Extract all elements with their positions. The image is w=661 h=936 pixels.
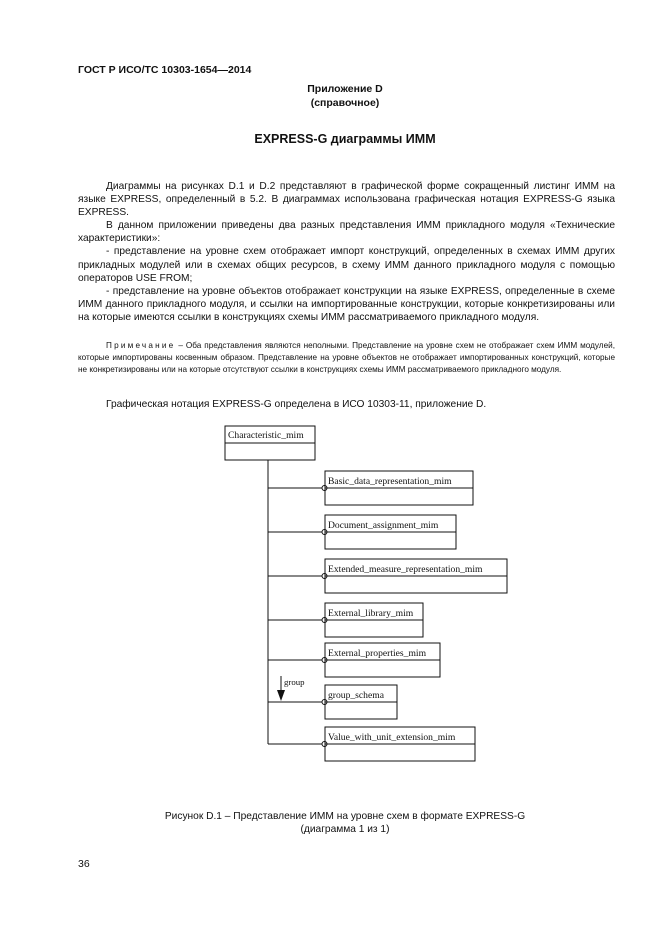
note-label: Примечание [106, 341, 176, 350]
paragraph: Диаграммы на рисунках D.1 и D.2 представляют в графической форме сокращенный листинг ИММ на языке EXPRESS, определенный в 5.2. В диаграммах использована графическая нотация EXPRESS-G языка EXPRESS. [78, 181, 615, 219]
notation-sentence: Графическая нотация EXPRESS-G определена в ИСО 10303-11, приложение D. [106, 399, 487, 410]
group-annotation: group [284, 677, 305, 687]
schema-name: External_properties_mim [328, 648, 427, 659]
page-number: 36 [78, 858, 90, 870]
schema-name: External_library_mim [328, 608, 414, 619]
schema-name: Document_assignment_mim [328, 520, 439, 531]
paragraph: - представление на уровне объектов отображает конструкции на языке EXPRESS, определенные в схеме ИММ данного прикладного модуля, и ссылки на импортированные конструкции, которые конкретизированы или на которые имеются ссылки в конструкциях схемы ИММ рассматриваемого прикладного модуля. [78, 285, 615, 323]
paragraph: - представление на уровне схем отображает импорт конструкций, определенных в схемах ИММ других прикладных модулей или в схемах общих ресурсов, в схему ИММ данного прикладного модуля с помощью операторов USE FROM; [78, 246, 615, 284]
schema-name-root: Characteristic_mim [228, 430, 304, 441]
schema-name: Extended_measure_representation_mim [328, 564, 483, 575]
schema-name: group_schema [328, 690, 384, 701]
caption-line: (диаграмма 1 из 1) [300, 824, 390, 835]
schema-name: Basic_data_representation_mim [328, 476, 452, 487]
group-arrow-head-icon [277, 690, 285, 701]
caption-line: Рисунок D.1 – Представление ИММ на уровне схем в формате EXPRESS-G [164, 811, 526, 822]
appendix-label: Приложение D [307, 83, 383, 95]
figure-caption [130, 810, 560, 836]
document-header: ГОСТ Р ИСО/ТС 10303-1654—2014 [78, 64, 252, 76]
note-text: – Оба представления являются неполными. Представление на уровне схем не отображает схем ИММ модулей, которые импортированы косвенным образом. Представление на уровне объектов не отображает импортированных конструкций, которые не конкретизированы или на которые отсутствуют ссылки в конструкциях схемы ИММ рассматриваемого прикладного модуля. [78, 341, 615, 374]
schema-name: Value_with_unit_extension_mim [328, 732, 456, 743]
paragraph: В данном приложении приведены два разных представления ИММ прикладного модуля «Технические характеристики»: [78, 220, 615, 245]
section-title: EXPRESS-G диаграммы ИММ [254, 132, 436, 146]
appendix-kind: (справочное) [310, 97, 380, 109]
